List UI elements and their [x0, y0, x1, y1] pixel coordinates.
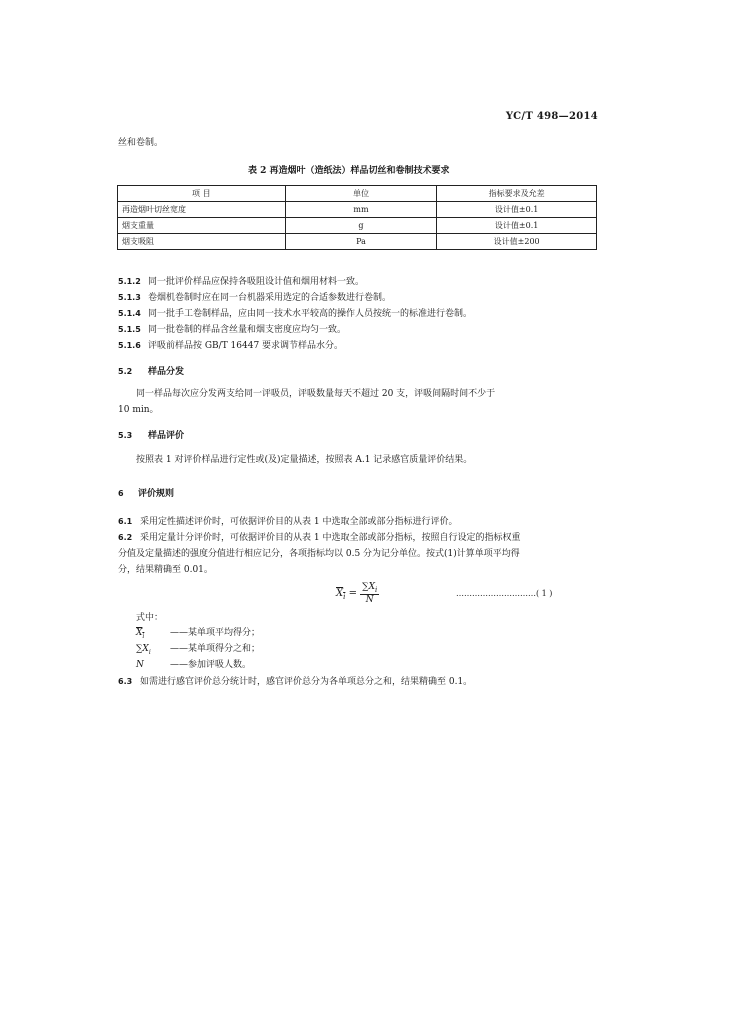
intro-text: 丝和卷制。 — [118, 138, 164, 148]
symbol: $\sum X_i$ — [136, 644, 151, 656]
clause-number: 6.3 — [118, 677, 133, 686]
clause-6-2-line3: 分，结果精确至 0.01。 — [118, 565, 213, 575]
table-row — [118, 202, 597, 218]
clause-text: 采用定量计分评价时，可依据评价目的从表 1 中选取全部或部分指标，按照自行设定的指标权重 — [140, 533, 521, 543]
clause-6-1 — [118, 516, 457, 528]
section-title: 评价规则 — [138, 489, 175, 499]
standard-code: YC/T 498—2014 — [505, 111, 598, 122]
formula-tag: …………………………( 1 ) — [456, 589, 553, 598]
table-header-row — [118, 186, 597, 202]
table-cell: 烟支重量 — [118, 218, 286, 234]
column-header: 单位 — [285, 186, 437, 202]
symbol: N — [136, 660, 144, 670]
section-number: 6 — [118, 489, 124, 498]
section-5-2-line1: 同一样品每次应分发两支给同一评吸员，评吸数量每天不超过 20 支，评吸间隔时间不少于 — [136, 389, 496, 399]
clause-6-3 — [118, 676, 472, 688]
clause-text: 同一批手工卷制样品，应由同一技术水平较高的操作人员按统一的标准进行卷制。 — [148, 309, 473, 319]
formula-1 — [336, 582, 379, 605]
formula-denominator: N — [365, 594, 374, 605]
clause-5-1-6 — [118, 340, 343, 352]
table-cell: Pa — [285, 234, 437, 250]
section-title: 样品分发 — [148, 367, 185, 377]
where-title: 式中： — [136, 613, 164, 623]
clause-text: 采用定性描述评价时，可依据评价目的从表 1 中选取全部或部分指标进行评价。 — [140, 517, 458, 527]
clause-text: 同一批评价样品应保持各吸阻设计值和烟用材料一致。 — [148, 277, 365, 287]
clause-text: 同一批卷制的样品含丝量和烟支密度应均匀一致。 — [148, 325, 347, 335]
formula-lhs: $X_i$ — [336, 587, 346, 601]
clause-number: 5.1.6 — [118, 341, 141, 350]
table-cell: mm — [285, 202, 437, 218]
clause-text: 卷烟机卷制时应在同一台机器采用选定的合适参数进行卷制。 — [148, 293, 392, 303]
formula-numerator: $\sum X_i$ — [362, 582, 378, 594]
clause-number: 6.1 — [118, 517, 133, 526]
column-header: 指标要求及允差 — [437, 186, 597, 202]
table2-caption: 表 2 再造烟叶（造纸法）样品切丝和卷制技术要求 — [248, 166, 450, 176]
section-5-2-heading — [118, 364, 184, 377]
clause-5-1-3 — [118, 292, 391, 304]
table-cell: 设计值±0.1 — [437, 202, 597, 218]
where-def-3 — [136, 659, 251, 675]
definition: ——某单项平均得分； — [170, 628, 261, 638]
clause-5-1-2 — [118, 276, 364, 288]
section-5-3-line1: 按照表 1 对评价样品进行定性或(及)定量描述，按照表 A.1 记录感官质量评价结果。 — [136, 455, 473, 465]
table-cell: 设计值±0.1 — [437, 218, 597, 234]
section-number: 5.3 — [118, 431, 133, 440]
clause-number: 5.1.3 — [118, 293, 141, 302]
table2 — [117, 185, 597, 250]
formula-fraction — [360, 582, 379, 605]
clause-number: 5.1.5 — [118, 325, 141, 334]
column-header: 项 目 — [118, 186, 286, 202]
section-number: 5.2 — [118, 367, 133, 376]
formula-equals: = — [348, 587, 357, 599]
table-row — [118, 218, 597, 234]
where-def-1 — [136, 627, 260, 643]
table-cell: 设计值±200 — [437, 234, 597, 250]
clause-5-1-4 — [118, 308, 472, 320]
table-cell: 再造烟叶切丝宽度 — [118, 202, 286, 218]
clause-5-1-5 — [118, 324, 346, 336]
clause-6-2-line2: 分值及定量描述的强度分值进行相应记分，各项指标均以 0.5 分为记分单位。按式(1)计算单项平均得 — [118, 549, 520, 559]
table-cell: 烟支吸阻 — [118, 234, 286, 250]
where-def-2 — [136, 643, 260, 659]
clause-6-2-line1 — [118, 532, 520, 544]
section-6-heading — [118, 486, 174, 499]
clause-number: 6.2 — [118, 533, 133, 542]
clause-text: 如需进行感官评价总分统计时，感官评价总分为各单项总分之和，结果精确至 0.1。 — [140, 677, 473, 687]
section-5-2-line2: 10 min。 — [118, 405, 159, 415]
table-cell: g — [285, 218, 437, 234]
clause-number: 5.1.2 — [118, 277, 141, 286]
section-title: 样品评价 — [148, 431, 185, 441]
definition: ——参加评吸人数。 — [170, 660, 252, 670]
symbol: $X_i$ — [136, 628, 145, 640]
clause-text: 评吸前样品按 GB/T 16447 要求调节样品水分。 — [148, 341, 344, 351]
section-5-3-heading — [118, 428, 184, 441]
clause-number: 5.1.4 — [118, 309, 141, 318]
definition: ——某单项得分之和； — [170, 644, 261, 654]
table-row — [118, 234, 597, 250]
